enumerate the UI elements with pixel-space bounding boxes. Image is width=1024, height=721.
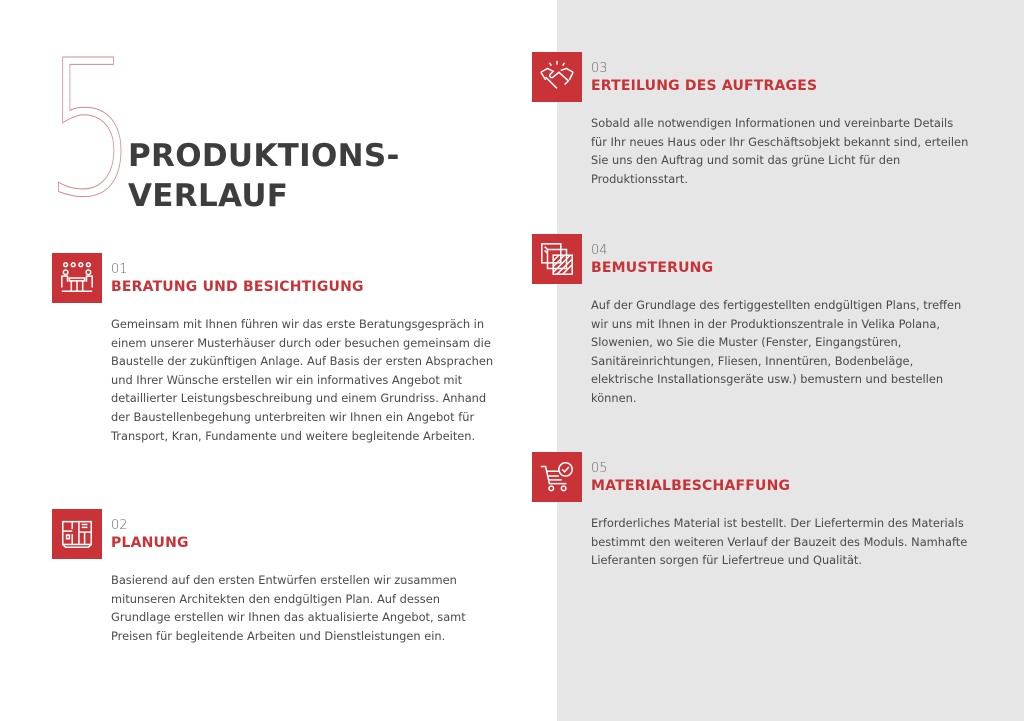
step-number: 01: [111, 262, 128, 277]
step-text: Auf der Grundlage des fertiggestellten endgültigen Plans, treffen wir uns mit Ihnen in der Produktionszentrale in Velika Polana, Slowenien, wo Sie die Muster (Fenster, Eingangstüren, Sanitäreinrichtungen, Fliesen, Innentüren, Bodenbeläge, elektrische Installationsgeräte usw.) bemustern und bestellen können.: [591, 298, 962, 405]
handshake-icon: [532, 52, 582, 102]
big-outline-number: 5: [44, 20, 135, 239]
step-number: 02: [111, 518, 128, 533]
step-text: Basierend auf den ersten Entwürfen erstellen wir zusammen mitunseren Architekten den endgültigen Plan. Auf dessen Grundlage erstellen wir Ihnen das aktualisierte Angebot, samt Preisen für begleitende Arbeiten und Dienstleistungen ein.: [111, 573, 466, 643]
step-number: 04: [591, 243, 608, 258]
step-text: Sobald alle notwendigen Informationen und vereinbarte Details für Ihr neues Haus oder Ihr Geschäftsobjekt bekannt sind, erteilen Sie uns den Auftrag und somit das grüne Licht für den Produktionsstart.: [591, 116, 969, 186]
material-samples-icon: [532, 234, 582, 284]
page-title-line-1: PRODUKTIONS-: [128, 138, 400, 174]
step-text: Erforderliches Material ist bestellt. Der Liefertermin des Materials bestimmt den weiteren Verlauf der Bauzeit des Moduls. Namhafte Lieferanten sorgen für Liefertreue und Qualität.: [591, 516, 968, 568]
step-heading: ERTEILUNG DES AUFTRAGES: [591, 78, 818, 94]
page-title: [128, 136, 428, 216]
step-heading: BEMUSTERUNG: [591, 260, 714, 276]
cart-check-icon: [532, 452, 582, 502]
meeting-table-icon: [52, 253, 102, 303]
step-number: 03: [591, 61, 608, 76]
floor-plan-icon: [52, 509, 102, 559]
page-title-line-2: VERLAUF: [128, 178, 289, 214]
step-number: 05: [591, 461, 608, 476]
step-heading: MATERIALBESCHAFFUNG: [591, 478, 791, 494]
step-heading: BERATUNG UND BESICHTIGUNG: [111, 279, 364, 295]
step-heading: PLANUNG: [111, 535, 189, 551]
step-text: Gemeinsam mit Ihnen führen wir das erste Beratungsgespräch in einem unserer Musterhäuser durch oder besuchen gemeinsam die Baustelle der zukünftigen Anlage. Auf Basis der ersten Absprachen und Ihrer Wünsche erstellen wir ein informatives Angebot mit detaillierter Leistungsbeschreibung und einem Grundriss. Anhand der Baustellenbegehung unterbreiten wir Ihnen ein Angebot für Transport, Kran, Fundamente und weitere begleitende Arbeiten.: [111, 317, 494, 443]
